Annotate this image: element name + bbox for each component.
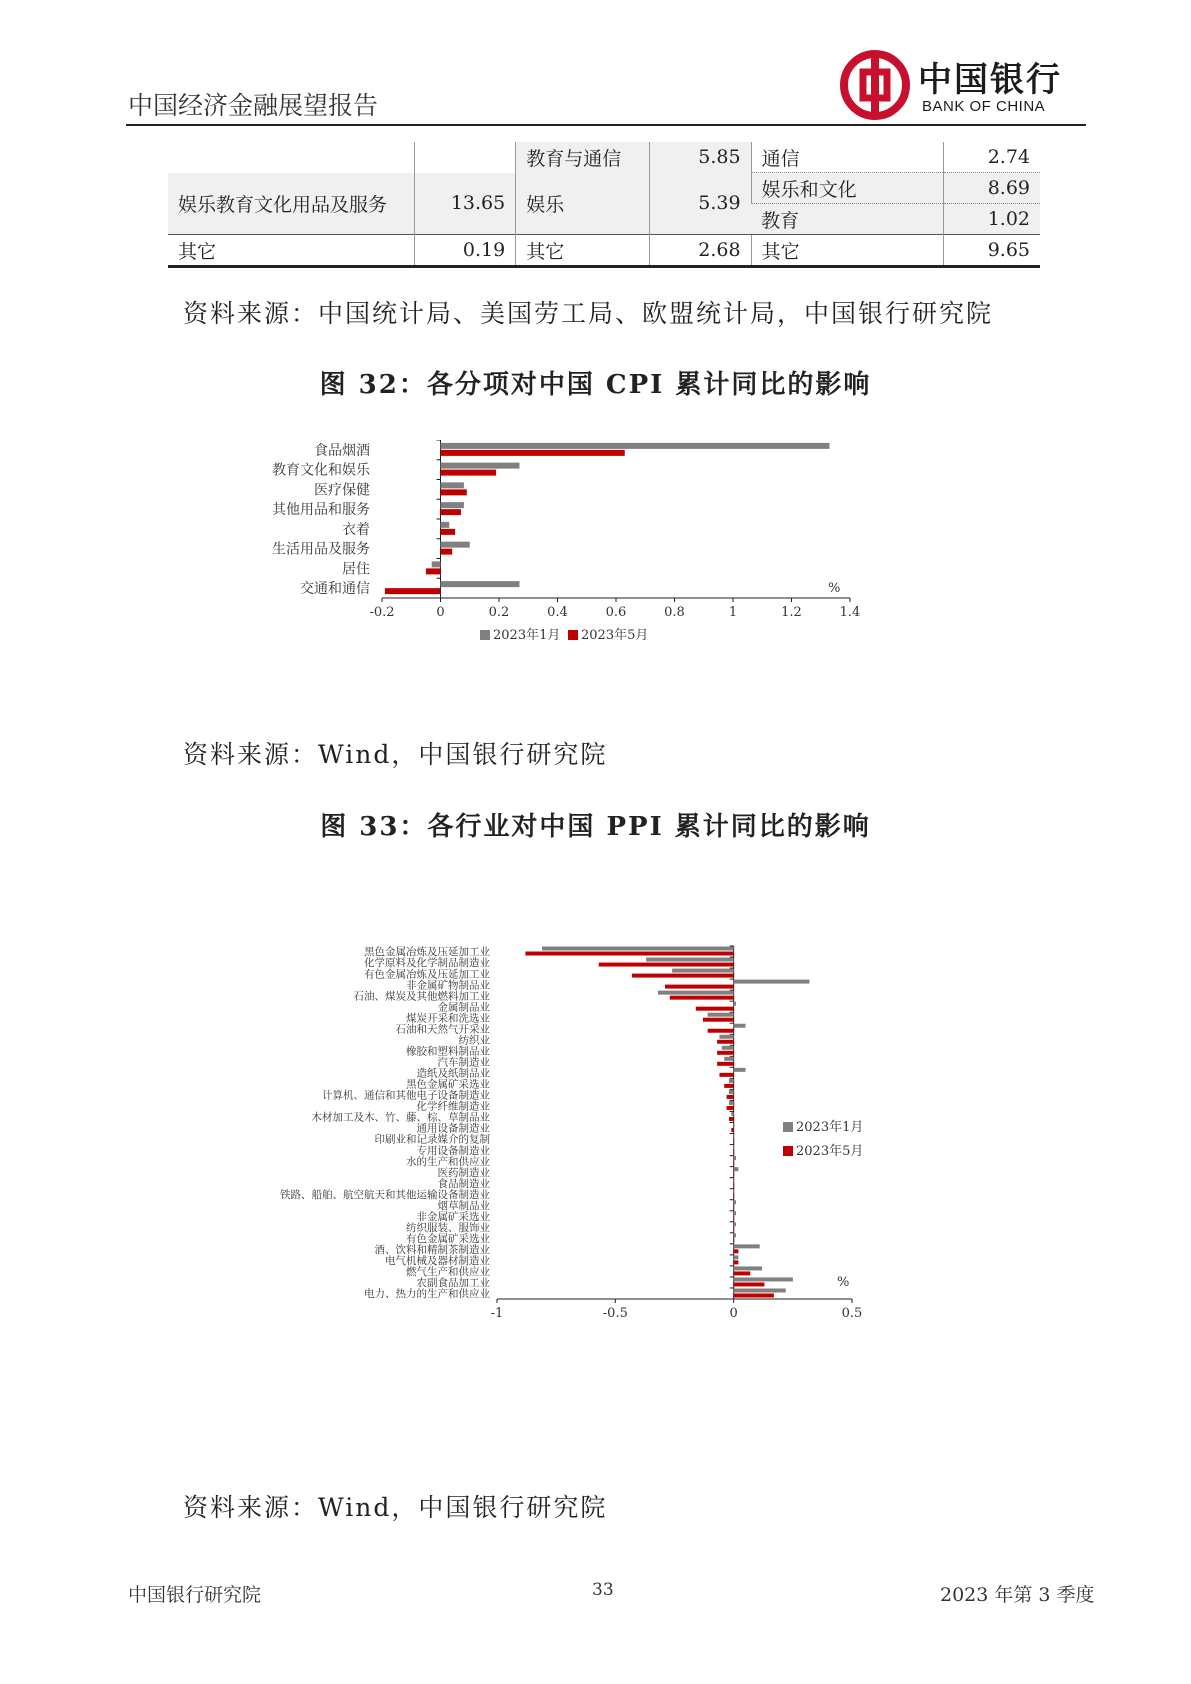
bar-2023-jan [734,1288,786,1292]
bar-2023-may [426,568,441,574]
bar-2023-may [525,952,733,956]
unit-label: % [837,1275,850,1290]
category-label: 石油和天然气开采业 [395,1023,490,1036]
x-tick-label: -1 [490,1306,504,1321]
category-label: 居住 [342,561,370,578]
category-label: 电气机械及器材制造业 [385,1255,490,1268]
bar-2023-jan [729,1079,734,1083]
table-cell: 1.02 [944,204,1040,235]
cpi-weight-table [168,142,1040,268]
table-cell: 5.85 [649,142,751,173]
bar-2023-may [734,1205,735,1209]
category-label: 教育文化和娱乐 [272,462,370,479]
bar-2023-may [727,1095,734,1099]
bar-2023-may [708,1029,734,1033]
table-cell: 娱乐教育文化用品及服务 [168,173,414,235]
table-cell: 通信 [751,142,944,173]
bar-2023-jan [722,1046,734,1050]
bar-2023-jan [734,1189,735,1193]
category-label: 金属制品业 [437,1001,490,1014]
bar-2023-may [385,588,441,594]
boc-emblem-icon [840,50,910,120]
category-label: 有色金属矿采选业 [406,1233,490,1246]
bar-2023-may [599,963,734,967]
bar-2023-jan [441,502,464,508]
x-tick-label: 1.4 [839,605,861,620]
x-tick-label: 0.4 [547,605,568,620]
bar-2023-may [441,549,453,555]
bar-2023-jan [646,958,734,962]
x-tick-label: 0.6 [605,605,627,620]
bar-2023-jan [734,1134,735,1138]
bar-2023-jan [432,561,441,567]
category-label: 医疗保健 [314,482,370,499]
bar-2023-may [734,1216,735,1220]
legend-label: 2023年5月 [581,628,649,643]
figure-33-source-note: 资料来源：Wind，中国银行研究院 [183,1493,608,1522]
category-label: 专用设备制造业 [416,1144,490,1157]
category-label: 印刷业和记录媒介的复制 [374,1133,490,1146]
category-label: 食品烟酒 [314,442,370,459]
bar-2023-may [441,529,456,535]
page-number: 33 [592,1580,614,1600]
bar-2023-jan [672,969,734,973]
bar-2023-may [734,1161,735,1165]
category-label: 化学纤维制造业 [416,1100,490,1113]
bar-2023-jan [441,581,520,587]
ppi-contribution-chart [270,880,950,1440]
bar-2023-jan [734,1233,736,1237]
category-label: 黑色金属矿采选业 [406,1078,490,1091]
bar-2023-may [734,1183,735,1187]
table-cell: 娱乐和文化 [751,173,944,204]
category-label: 医药制造业 [437,1166,490,1179]
bar-2023-jan [441,522,450,528]
category-label: 非金属矿采选业 [416,1210,490,1223]
legend-swatch [783,1122,793,1132]
table-cell: 2.68 [649,235,751,267]
bar-2023-may [441,489,467,495]
table-cell: 其它 [168,235,414,267]
x-tick-label: 0.5 [841,1306,863,1321]
category-label: 水的生产和供应业 [406,1155,490,1168]
category-label: 通用设备制造业 [416,1122,490,1135]
category-label: 农副食品加工业 [416,1277,490,1290]
bar-2023-may [734,1293,774,1297]
bar-2023-jan [724,1057,733,1061]
bar-2023-jan [734,1222,736,1226]
bar-2023-may [729,1117,734,1121]
bar-2023-jan [719,1035,733,1039]
bar-2023-may [734,1238,735,1242]
table-cell: 教育 [751,204,944,235]
bar-2023-may [441,470,497,476]
table-source-note: 资料来源：中国统计局、美国劳工局、欧盟统计局，中国银行研究院 [183,299,994,328]
bar-2023-jan [734,1266,762,1270]
category-label: 化学原料及化学制品制造业 [364,957,490,970]
table-cell: 9.65 [944,235,1040,267]
legend-label: 2023年1月 [796,1120,864,1135]
unit-label: % [828,581,841,596]
table-cell: 2.74 [944,142,1040,173]
bar-2023-may [441,509,461,515]
bar-2023-jan [729,1101,734,1105]
table-row [168,142,1040,173]
category-label: 汽车制造业 [437,1056,490,1069]
bar-2023-jan [734,1167,739,1171]
bar-2023-jan [729,1090,734,1094]
legend-label: 2023年5月 [796,1144,864,1159]
bar-2023-jan [441,542,470,548]
figure-32-source-note: 资料来源：Wind，中国银行研究院 [183,740,608,769]
x-tick-label: 0 [729,1306,738,1321]
bar-2023-may [696,1007,734,1011]
bar-2023-jan [734,1255,739,1259]
table-cell: 0.19 [414,235,516,267]
bar-2023-jan [542,947,734,951]
footer-institute: 中国银行研究院 [128,1584,262,1606]
bar-2023-jan [734,1178,735,1182]
bar-2023-may [724,1084,733,1088]
category-label: 生活用品及服务 [272,541,370,558]
bar-2023-jan [658,991,734,995]
bar-2023-may [734,1194,735,1198]
table-cell [168,142,414,173]
bar-2023-jan [734,1244,760,1248]
bank-of-china-logo [840,50,1090,120]
bar-2023-may [734,1227,735,1231]
category-label: 木材加工及木、竹、藤、棕、草制品业 [311,1111,490,1124]
category-label: 石油、煤炭及其他燃料加工业 [353,990,490,1003]
bar-2023-jan [734,1211,736,1215]
table-cell: 8.69 [944,173,1040,204]
legend-swatch [480,630,490,640]
bar-2023-may [703,1018,734,1022]
bar-2023-jan [734,1200,736,1204]
category-label: 煤炭开采和洗选业 [406,1012,490,1025]
bar-2023-may [717,1051,734,1055]
bar-2023-may [719,1073,733,1077]
bar-2023-may [734,1150,735,1154]
bar-2023-may [670,996,734,1000]
category-label: 酒、饮料和精制茶制造业 [374,1244,490,1257]
table-cell: 教育与通信 [516,142,650,173]
category-label: 衣着 [342,521,370,538]
bar-2023-may [731,1128,733,1132]
header-rule [126,124,1086,126]
table-cell: 13.65 [414,173,516,235]
table-cell: 娱乐 [516,173,650,235]
category-label: 非金属矿物制品业 [406,979,490,992]
x-tick-label: -0.5 [602,1306,628,1321]
category-label: 电力、热力的生产和供应业 [364,1288,490,1301]
bar-2023-may [717,1040,734,1044]
category-label: 黑色金属冶炼及压延加工业 [364,946,490,959]
bar-2023-may [734,1271,751,1275]
category-label: 烟草制品业 [437,1199,490,1212]
bar-2023-jan [734,1156,736,1160]
table-cell: 其它 [751,235,944,267]
bar-2023-jan [734,1277,793,1281]
bar-2023-may [727,1106,734,1110]
logo-chinese-name: 中国银行 [918,60,1062,100]
x-tick-label: -0.2 [369,605,395,620]
category-label: 燃气生产和供应业 [406,1266,490,1279]
bar-2023-jan [734,1123,735,1127]
bar-2023-jan [441,482,464,488]
category-label: 计算机、通信和其他电子设备制造业 [322,1089,490,1102]
category-label: 交通和通信 [300,581,370,598]
x-tick-label: 0.8 [664,605,685,620]
bar-2023-may [665,985,734,989]
footer-period: 2023 年第 3 季度 [940,1584,1095,1606]
category-label: 纺织业 [458,1034,490,1047]
legend-swatch [568,630,578,640]
table-cell: 其它 [516,235,650,267]
x-tick-label: 1.2 [781,605,802,620]
bar-2023-jan [441,443,830,449]
category-label: 铁路、船舶、航空航天和其他运输设备制造业 [280,1188,490,1201]
logo-english-name: BANK OF CHINA [922,98,1046,115]
bar-2023-may [734,1260,739,1264]
bar-2023-jan [734,1145,735,1149]
bar-2023-may [717,1062,734,1066]
bar-2023-jan [734,980,810,984]
table-row [168,173,1040,204]
legend-label: 2023年1月 [493,628,561,643]
report-title: 中国经济金融展望报告 [128,91,379,120]
legend-swatch [783,1146,793,1156]
bar-2023-jan [734,1024,746,1028]
x-tick-label: 0.2 [488,605,510,620]
category-label: 造纸及纸制品业 [416,1067,490,1080]
category-label: 橡胶和塑料制品业 [406,1045,490,1058]
bar-2023-may [734,1282,765,1286]
table-cell [414,142,516,173]
table-row [168,235,1040,267]
bar-2023-jan [734,1002,736,1006]
figure-33-caption: 图 33：各行业对中国 PPI 累计同比的影响 [320,812,871,842]
bar-2023-may [632,974,734,978]
figure-32-caption: 图 32：各分项对中国 CPI 累计同比的影响 [319,370,872,400]
bar-2023-may [734,1172,735,1176]
category-label: 有色金属冶炼及压延加工业 [364,968,490,981]
bar-2023-may [734,1139,735,1143]
bar-2023-jan [734,1068,746,1072]
bar-2023-jan [708,1013,734,1017]
table-cell: 5.39 [649,173,751,235]
x-tick-label: 1 [728,605,738,620]
bar-2023-jan [731,1112,733,1116]
category-label: 纺织服装、服饰业 [406,1221,490,1234]
x-tick-label: 0 [436,605,445,620]
cpi-contribution-chart [270,440,950,702]
bar-2023-may [734,1249,739,1253]
category-label: 其他用品和服务 [272,502,370,519]
bar-2023-jan [441,463,520,469]
category-label: 食品制造业 [437,1177,490,1190]
bar-2023-may [441,450,625,456]
